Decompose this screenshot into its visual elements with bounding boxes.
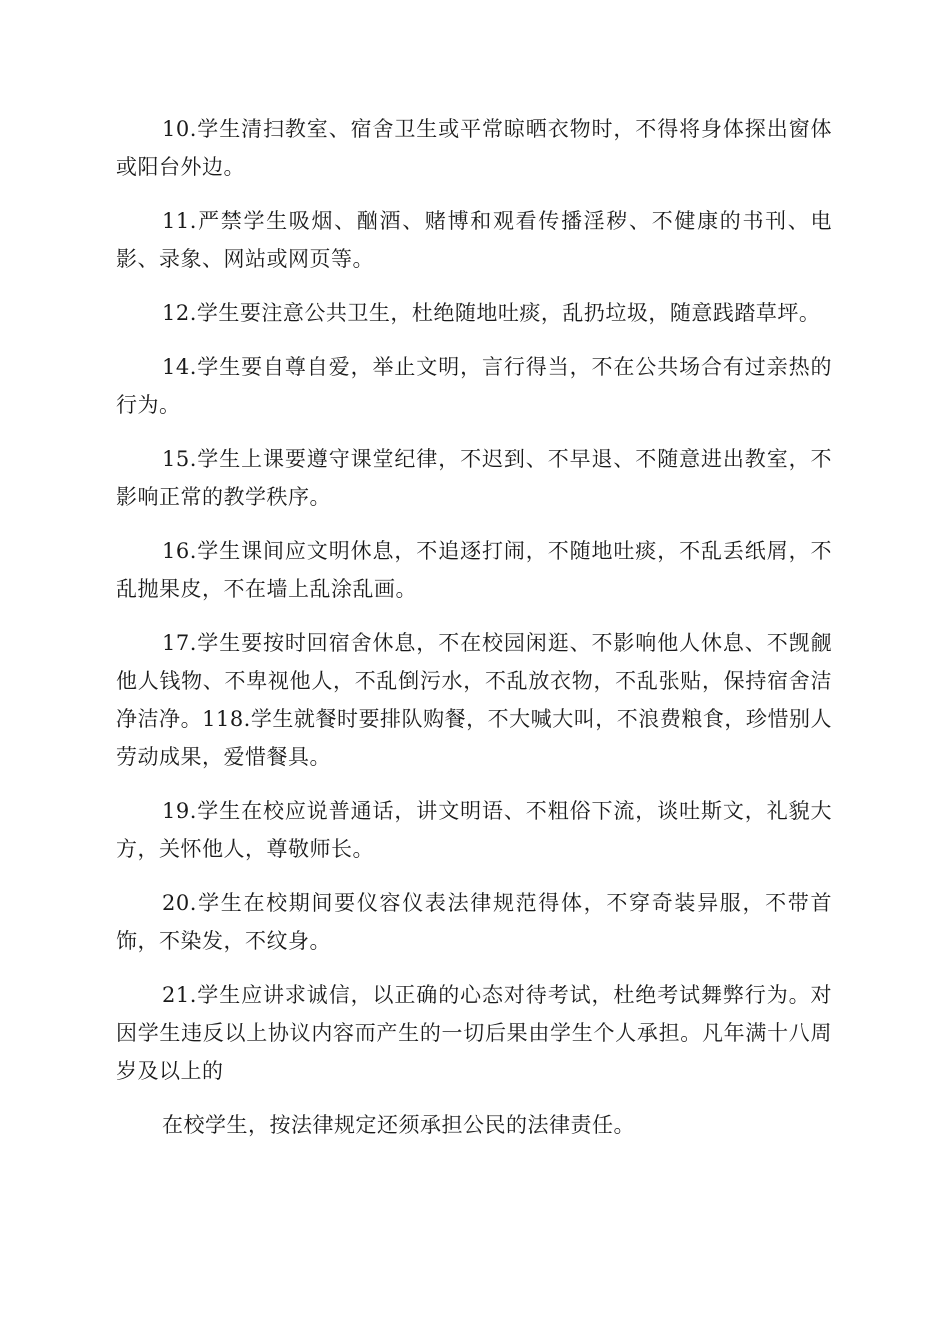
rule-paragraph-19: 19.学生在校应说普通话，讲文明语、不粗俗下流，谈吐斯文，礼貌大方，关怀他人，尊敬师长。 — [116, 799, 832, 861]
rule-paragraph-20: 20.学生在校期间要仪容仪表法律规范得体，不穿奇装异服，不带首饰，不染发，不纹身。 — [116, 891, 832, 953]
rule-paragraph-12: 12.学生要注意公共卫生，杜绝随地吐痰，乱扔垃圾，随意践踏草坪。 — [162, 301, 821, 325]
rule-paragraph-15: 15.学生上课要遵守课堂纪律，不迟到、不早退、不随意进出教室，不影响正常的教学秩序。 — [116, 447, 832, 509]
rule-paragraph-16: 16.学生课间应文明休息，不追逐打闹，不随地吐痰，不乱丢纸屑，不乱抛果皮，不在墙上乱涂乱画。 — [116, 539, 832, 601]
rule-paragraph-11: 11.严禁学生吸烟、酗酒、赌博和观看传播淫秽、不健康的书刊、电影、录象、网站或网页等。 — [116, 209, 832, 271]
rule-paragraph-14: 14.学生要自尊自爱，举止文明，言行得当，不在公共场合有过亲热的行为。 — [116, 355, 832, 417]
closing-paragraph: 在校学生，按法律规定还须承担公民的法律责任。 — [162, 1113, 635, 1137]
rule-paragraph-21: 21.学生应讲求诚信，以正确的心态对待考试，杜绝考试舞弊行为。对因学生违反以上协议内容而产生的一切后果由学生个人承担。凡年满十八周岁及以上的 — [116, 983, 832, 1083]
rule-paragraph-10: 10.学生清扫教室、宿舍卫生或平常晾晒衣物时，不得将身体探出窗体或阳台外边。 — [116, 117, 832, 179]
document-body — [116, 110, 832, 1160]
rule-paragraph-17: 17.学生要按时回宿舍休息，不在校园闲逛、不影响他人休息、不觊觎他人钱物、不卑视他人，不乱倒污水，不乱放衣物，不乱张贴，保持宿舍洁净洁净。118.学生就餐时要排队购餐，不大喊大叫，不浪费粮食，珍惜别人劳动成果，爱惜餐具。 — [116, 631, 832, 769]
